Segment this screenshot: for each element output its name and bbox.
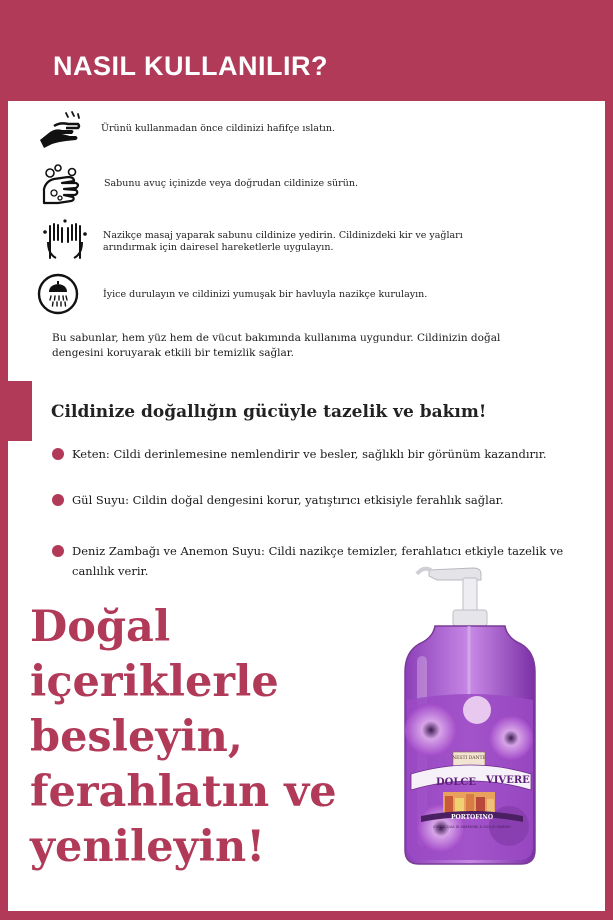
- product-line-1: DOLCE: [436, 777, 476, 788]
- slogan: [30, 600, 360, 875]
- bullet-dot-icon: [52, 448, 64, 460]
- soap-hands-icon: [38, 163, 84, 209]
- bullet-dot-icon: [52, 494, 64, 506]
- step-text: Nazikçe masaj yaparak sabunu cildinize yedirin. Cildinizdeki kir ve yağları arındırmak için dairesel hareketlerle uygulayın.: [103, 230, 463, 253]
- usage-note: Bu sabunlar, hem yüz hem de vücut bakımında kullanıma uygundur. Cildinizin doğal dengesini koruyarak etkili bir temizlik sağlar.: [52, 332, 501, 359]
- bullet-dot-icon: [52, 545, 64, 557]
- step-text: Ürünü kullanmadan önce cildinizi hafifçe ıslatın.: [101, 123, 335, 134]
- step-text: İyice durulayın ve cildinizi yumuşak bir havluyla nazikçe kurulayın.: [103, 289, 428, 300]
- side-accent-tab: [0, 381, 32, 441]
- product-line-2: VIVERE: [486, 775, 530, 786]
- shower-icon: [36, 272, 80, 316]
- slogan-line: yenileyin!: [30, 822, 266, 872]
- massage-hands-icon: [42, 218, 88, 264]
- slogan-line: besleyin,: [30, 712, 243, 762]
- benefits-title: Cildinize doğallığın gücüyle tazelik ve bakım!: [51, 402, 487, 422]
- step-text: Sabunu avuç içinizde veya doğrudan cildinize sürün.: [104, 178, 358, 189]
- slogan-line: Doğal: [30, 602, 171, 652]
- slogan-line: ferahlatın ve: [30, 767, 337, 817]
- product-variant: PORTOFINO: [450, 814, 494, 821]
- page-title: NASIL KULLANILIR?: [53, 51, 328, 81]
- wet-hands-icon: [36, 110, 82, 156]
- slogan-line: içeriklerle: [30, 657, 279, 707]
- benefit-text: Keten: Cildi derinlemesine nemlendirir ve besler, sağlıklı bir görünüm kazandırır.: [72, 447, 547, 461]
- product-brand: NESTI DANTE: [452, 756, 486, 761]
- benefit-text: Deniz Zambağı ve Anemon Suyu: Cildi nazikçe temizler, ferahlatıcı etkiyle tazelik ve canlılık verir.: [72, 544, 564, 578]
- header-bar: [8, 41, 605, 101]
- liquid-soap-bottle-icon: [381, 560, 551, 870]
- product-tagline: CON ACQUA DI ANEMONE & GIGLIO MARINO: [433, 825, 511, 829]
- benefit-text: Gül Suyu: Cildin doğal dengesini korur, yatıştırıcı etkisiyle ferahlık sağlar.: [72, 493, 504, 507]
